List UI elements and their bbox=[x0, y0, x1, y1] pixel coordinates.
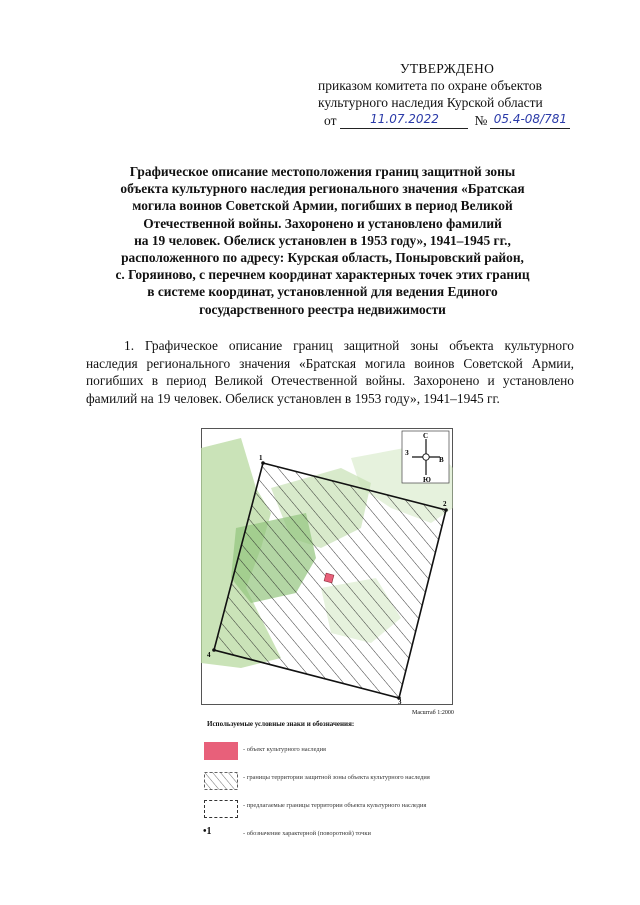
legend-item: - обозначение характерной (поворотной) точки bbox=[243, 830, 371, 837]
document-heading bbox=[90, 163, 555, 318]
legend-zone-swatch bbox=[204, 772, 238, 790]
compass-east: В bbox=[439, 456, 444, 464]
legend-item: - объект культурного наследия bbox=[243, 746, 326, 753]
boundary-map bbox=[201, 428, 453, 705]
point-label: 2 bbox=[443, 500, 447, 508]
date-value: 11.07.2022 bbox=[340, 111, 468, 129]
legend-item: - границы территории защитной зоны объекта культурного наследия bbox=[243, 774, 430, 781]
heading-line: с. Горяиново, с перечнем координат характерных точек этих границ bbox=[115, 267, 530, 283]
boundary-point bbox=[444, 508, 448, 512]
approval-line-2: культурного наследия Курской области bbox=[318, 95, 543, 110]
legend-title: Используемые условные знаки и обозначения: bbox=[207, 720, 355, 728]
map-scale: Масштаб 1:2000 bbox=[412, 710, 454, 716]
number-value: 05.4-08/781 bbox=[490, 111, 570, 129]
heading-line: государственного реестра недвижимости bbox=[199, 301, 446, 317]
heading-line: расположенного по адресу: Курская область, Поныровский район, bbox=[121, 250, 524, 266]
point-label: 4 bbox=[207, 651, 211, 659]
heading-line: на 19 человек. Обелиск установлен в 1953 году», 1941–1945 гг., bbox=[134, 232, 511, 248]
compass-north: С bbox=[423, 432, 429, 440]
compass-west: З bbox=[405, 449, 409, 457]
heading-line: Отечественной войны. Захоронено и установлено фамилий bbox=[143, 215, 502, 231]
approval-line-1: приказом комитета по охране объектов bbox=[318, 78, 542, 93]
legend-object-swatch bbox=[204, 742, 238, 760]
number-prefix: № bbox=[474, 113, 488, 128]
heading-line: объекта культурного наследия регионального значения «Братская bbox=[120, 181, 525, 197]
legend-item: - предлагаемые границы территории объекта культурного наследия bbox=[243, 802, 427, 809]
paragraph-text: 1. Графическое описание границ защитной зоны объекта культурного наследия регионального значения «Братская могила воинов Советской Армии, погибших в период Великой Отечественной войны. Захоронено и установлено фамилий на 19 человек. Обелиск установлен в 1953 году», 1941–1945 гг. bbox=[86, 338, 574, 406]
heading-line: в системе координат, установленной для ведения Единого bbox=[147, 284, 498, 300]
heading-line: могила воинов Советской Армии, погибших в период Великой bbox=[132, 198, 513, 214]
point-label: 1 bbox=[259, 454, 263, 462]
description-paragraph bbox=[86, 337, 574, 407]
compass-icon bbox=[402, 431, 449, 484]
legend-point-symbol: •1 bbox=[203, 826, 212, 837]
date-prefix: от bbox=[324, 113, 337, 128]
approval-block bbox=[318, 60, 618, 129]
legend-proposed-swatch bbox=[204, 800, 238, 818]
heritage-object-marker bbox=[324, 573, 334, 583]
compass-south: Ю bbox=[423, 476, 431, 484]
boundary-point bbox=[212, 648, 216, 652]
approval-title: УТВЕРЖДЕНО bbox=[400, 61, 495, 76]
approval-date-row bbox=[324, 111, 618, 129]
heading-line: Графическое описание местоположения границ защитной зоны bbox=[129, 164, 516, 179]
point-label: 3 bbox=[398, 698, 402, 705]
